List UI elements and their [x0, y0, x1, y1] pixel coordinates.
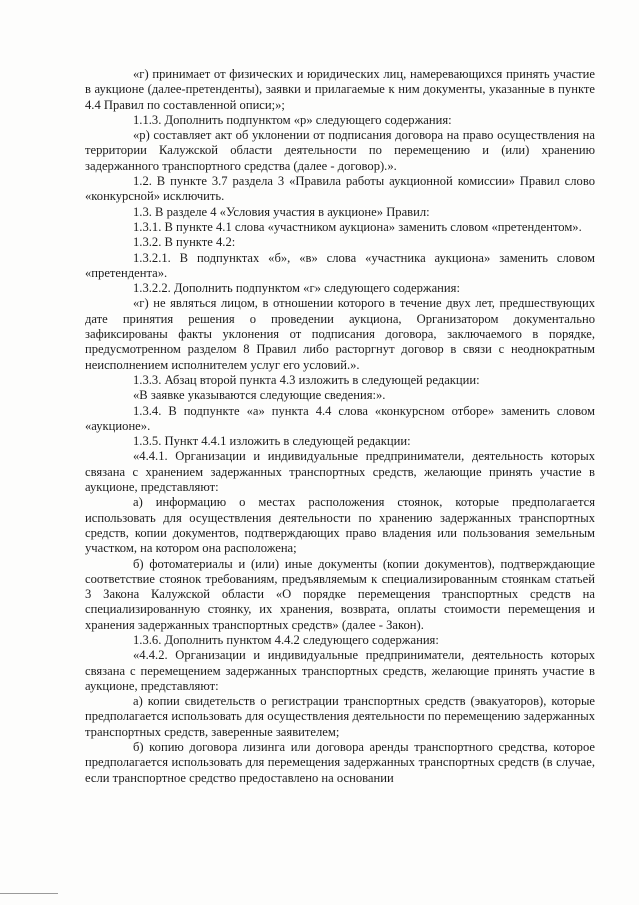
paragraph-9: 1.3.2.2. Дополнить подпунктом «г» следующего содержания:: [133, 281, 460, 296]
paragraph-13: 1.3.4. В подпункте «а» пункта 4.4 слова «конкурсном отборе» заменить словом «аукционе».: [85, 403, 595, 433]
paragraph-16: а) информацию о местах расположения стоянок, которые предполагается использовать для осуществления деятельности по хранению задержанных транспортных средств, копии документов, подтверждающих право владения или пользования земельным участком, на котором она расположена;: [85, 495, 595, 556]
paragraph-11: 1.3.3. Абзац второй пункта 4.3 изложить в следующей редакции:: [133, 372, 480, 387]
paragraph-4: 1.2. В пункте 3.7 раздела 3 «Правила работы аукционной комиссии» Правил слово «конкурсной» исключить.: [85, 174, 595, 204]
paragraph-8: 1.3.2.1. В подпунктах «б», «в» слова «участника аукциона» заменить словом «претендента».: [85, 250, 595, 280]
paragraph-17: б) фотоматериалы и (или) иные документы (копии документов), подтверждающие соответствие стоянок требованиям, предъявляемым к специализированным стоянкам статьей 3 Закона Калужской области «О порядке перемещения транспортных средств на специализированную стоянку, их хранения, возврата, оплаты стоимости перемещения и хранения задержанных транспортных средств» (далее - Закон).: [85, 556, 595, 632]
paragraph-5: 1.3. В разделе 4 «Условия участия в аукционе» Правил:: [133, 204, 430, 219]
page-edge-line: [0, 893, 58, 894]
paragraph-2: 1.1.3. Дополнить подпунктом «р» следующего содержания:: [133, 112, 452, 127]
paragraph-18: 1.3.6. Дополнить пунктом 4.4.2 следующего содержания:: [133, 632, 439, 647]
paragraph-7: 1.3.2. В пункте 4.2:: [133, 235, 236, 250]
paragraph-21: б) копию договора лизинга или договора аренды транспортного средства, которое предполагается использовать для перемещения задержанных транспортных средств (в случае, если транспортное средство предоставлено на основании: [85, 740, 595, 785]
paragraph-20: а) копии свидетельств о регистрации транспортных средств (эвакуаторов), которые предполагается использовать для осуществления деятельности по перемещению задержанных транспортных средств, заверенные заявителем;: [85, 694, 595, 739]
document-body: [85, 67, 595, 786]
paragraph-3: «р) составляет акт об уклонении от подписания договора на право осуществления на территории Калужской области деятельности по перемещению и (или) хранению задержанного транспортного средства (далее - договор).».: [85, 128, 595, 173]
paragraph-1: «г) принимает от физических и юридических лиц, намеревающихся принять участие в аукционе (далее-претенденты), заявки и прилагаемые к ним документы, указанные в пункте 4.4 Правил по составленной описи;»;: [85, 67, 595, 112]
paragraph-14: 1.3.5. Пункт 4.4.1 изложить в следующей редакции:: [133, 434, 411, 449]
paragraph-15: «4.4.1. Организации и индивидуальные предприниматели, деятельность которых связана с хранением задержанных транспортных средств, желающие принять участие в аукционе, представляют:: [85, 449, 595, 495]
paragraph-10: «г) не являться лицом, в отношении которого в течение двух лет, предшествующих дате принятия решения о проведении аукциона, Организатором документально зафиксированы факты уклонения от подписания договора, заключаемого в порядке, предусмотренном разделом 8 Правил либо расторгнут договор в связи с неоднократным неисполнением исполнителем услуг его условий.».: [85, 296, 595, 372]
paragraph-12: «В заявке указываются следующие сведения:».: [133, 388, 386, 403]
paragraph-19: «4.4.2. Организации и индивидуальные предприниматели, деятельность которых связана с перемещением задержанных транспортных средств, желающие принять участие в аукционе, представляют:: [85, 648, 595, 693]
paragraph-6: 1.3.1. В пункте 4.1 слова «участником аукциона» заменить словом «претендентом».: [133, 219, 582, 234]
